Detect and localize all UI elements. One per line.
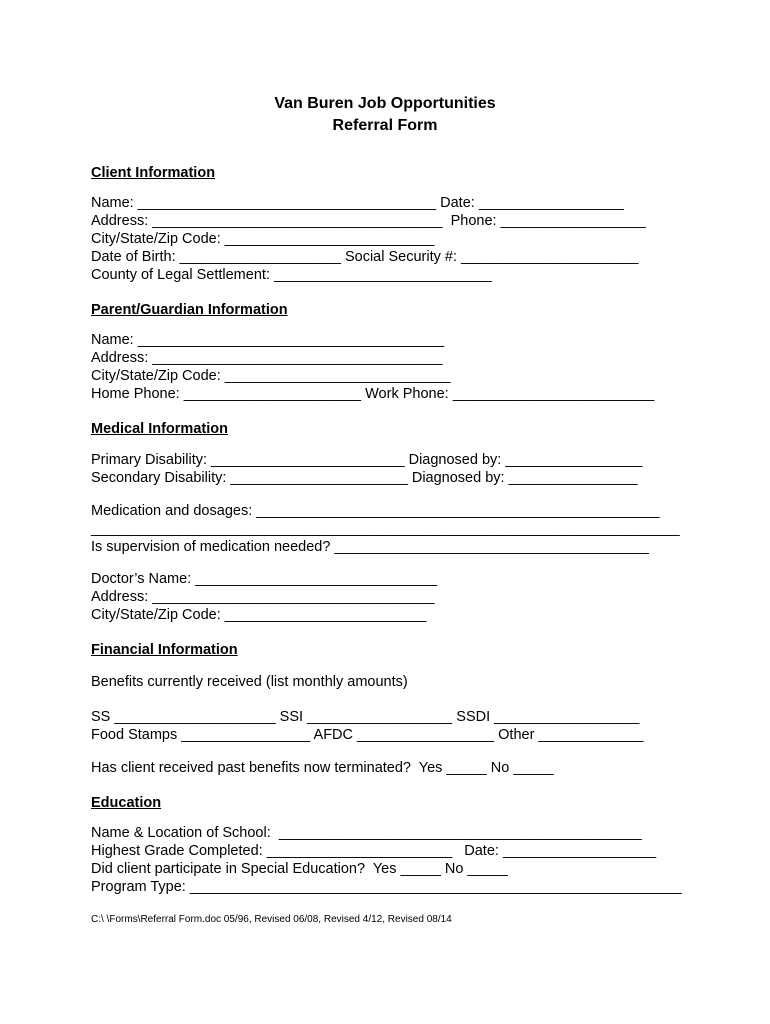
financial-information-heading: Financial Information (91, 642, 238, 658)
medication-supervision-line: Is supervision of medication needed? _______________________________________ (91, 539, 649, 555)
education-heading: Education (91, 795, 162, 811)
program-type-line: Program Type: _____________________________________________________________ (91, 879, 682, 895)
food-stamps-afdc-other-line: Food Stamps ________________ AFDC _________________ Other _____________ (91, 727, 644, 743)
past-benefits-line: Has client received past benefits now terminated? Yes _____ No _____ (91, 760, 554, 776)
document-footer: C:\ \Forms\Referral Form.doc 05/96, Revised 06/08, Revised 4/12, Revised 08/14 (91, 914, 452, 925)
client-county-line: County of Legal Settlement: ___________________________ (91, 267, 492, 283)
doctor-address-line: Address: ___________________________________ (91, 589, 435, 605)
form-title: Van Buren Job Opportunities (274, 95, 496, 112)
ss-ssi-ssdi-line: SS ____________________ SSI __________________ SSDI __________________ (91, 709, 640, 725)
form-subtitle: Referral Form (332, 117, 438, 134)
parent-address-line: Address: ____________________________________ (91, 350, 443, 366)
client-dob-ssn-line: Date of Birth: ____________________ Social Security #: ______________________ (91, 249, 639, 265)
doctor-name-line: Doctor’s Name: ______________________________ (91, 571, 438, 587)
benefits-received-line: Benefits currently received (list monthly amounts) (91, 674, 408, 690)
parent-name-line: Name: ______________________________________ (91, 332, 445, 348)
client-address-phone-line: Address: ____________________________________ Phone: __________________ (91, 213, 646, 229)
parent-guardian-heading: Parent/Guardian Information (91, 302, 288, 318)
medical-information-heading: Medical Information (91, 421, 228, 437)
medication-dosages-line: Medication and dosages: __________________________________________________ (91, 503, 660, 519)
client-information-heading: Client Information (91, 165, 216, 181)
doctor-city-state-zip-line: City/State/Zip Code: _________________________ (91, 607, 427, 623)
medication-continuation-line: _________________________________________________________________________ (91, 521, 680, 537)
client-city-state-zip-line: City/State/Zip Code: __________________________ (91, 231, 435, 247)
parent-phones-line: Home Phone: ______________________ Work Phone: _________________________ (91, 386, 655, 402)
school-name-location-line: Name & Location of School: _____________________________________________ (91, 825, 642, 841)
parent-city-state-zip-line: City/State/Zip Code: ____________________________ (91, 368, 451, 384)
client-name-date-line: Name: _____________________________________ Date: __________________ (91, 195, 624, 211)
special-education-line: Did client participate in Special Education? Yes _____ No _____ (91, 861, 508, 877)
primary-disability-line: Primary Disability: ________________________ Diagnosed by: _________________ (91, 452, 643, 468)
highest-grade-date-line: Highest Grade Completed: _______________________ Date: ___________________ (91, 843, 657, 859)
secondary-disability-line: Secondary Disability: ______________________ Diagnosed by: ________________ (91, 470, 638, 486)
